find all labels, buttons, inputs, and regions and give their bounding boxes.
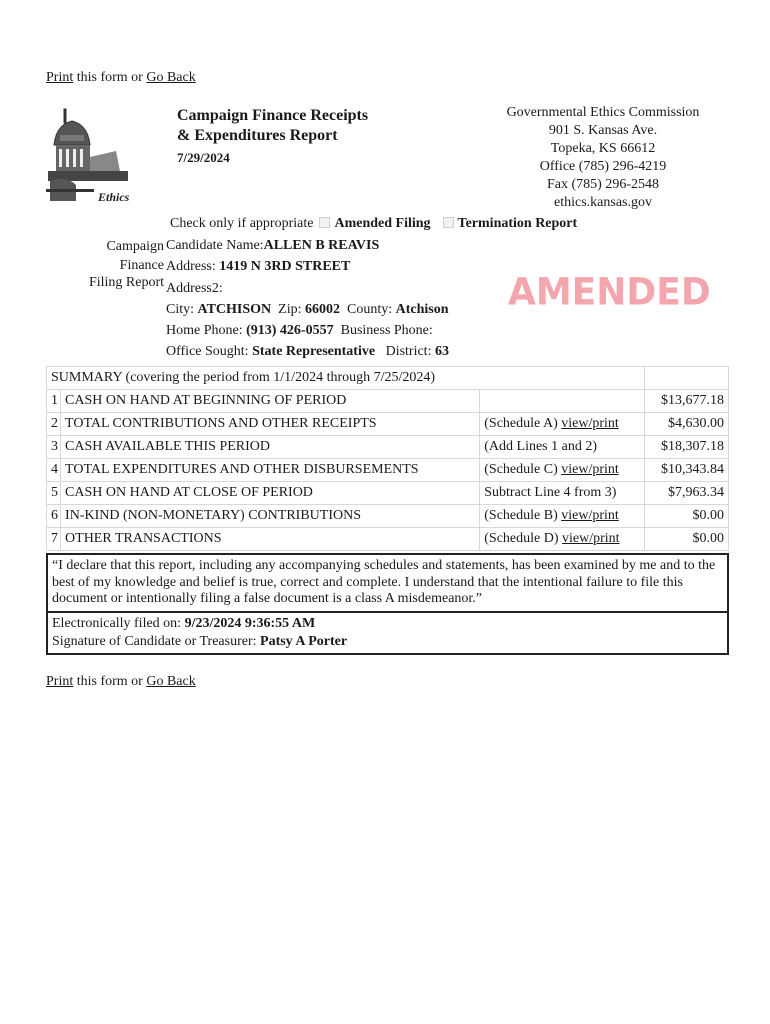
report-title: Campaign Finance Receipts: [177, 107, 369, 124]
summary-row: [47, 390, 729, 413]
filed-on-label: Electronically filed on:: [52, 616, 185, 631]
summary-row-label: TOTAL CONTRIBUTIONS AND OTHER RECEIPTS: [61, 413, 480, 436]
summary-row-amount: $18,307.18: [644, 436, 728, 459]
print-link-bottom[interactable]: Print: [46, 674, 74, 689]
summary-row-reference: [480, 505, 644, 528]
summary-row-number: 4: [47, 459, 61, 482]
nav-text: this form or: [73, 70, 147, 85]
schedule-reference: (Schedule A): [484, 416, 562, 431]
report-date: 7/29/2024: [177, 150, 230, 165]
filing-info: [46, 613, 729, 655]
amended-checkbox[interactable]: [319, 217, 330, 228]
commission-office-phone: Office (785) 296-4219: [539, 159, 667, 174]
report-title-block: [177, 106, 368, 168]
summary-row-reference: [480, 436, 644, 459]
summary-row-label: CASH ON HAND AT CLOSE OF PERIOD: [61, 482, 480, 505]
report-subtitle: & Expenditures Report: [177, 127, 338, 144]
summary-row-label: CASH ON HAND AT BEGINNING OF PERIOD: [61, 390, 480, 413]
termination-label: Termination Report: [457, 216, 578, 231]
city-value: ATCHISON: [197, 302, 272, 317]
commission-address: [478, 104, 728, 212]
county-value: Atchison: [395, 302, 449, 317]
summary-row: [47, 482, 729, 505]
schedule-reference: Subtract Line 4 from 3): [484, 485, 617, 500]
summary-row-reference: [480, 413, 644, 436]
summary-row: [47, 459, 729, 482]
signature-line: [52, 633, 723, 651]
schedule-reference: (Schedule D): [484, 531, 563, 546]
schedule-reference: (Schedule B): [484, 508, 562, 523]
commission-website: ethics.kansas.gov: [554, 195, 652, 210]
bottom-nav-links: [46, 674, 196, 690]
home-phone-value: (913) 426-0557: [246, 323, 334, 338]
summary-row-amount: $4,630.00: [644, 413, 728, 436]
summary-row-reference: [480, 482, 644, 505]
city-line: [166, 302, 449, 318]
filing-options: [170, 216, 577, 232]
summary-header-row: [47, 367, 729, 390]
summary-row-amount: $13,677.18: [644, 390, 728, 413]
address2-line: [166, 281, 223, 297]
address-label: Address:: [166, 259, 220, 274]
district-label: District:: [385, 344, 435, 359]
summary-row-amount: $0.00: [644, 528, 728, 551]
commission-city: Topeka, KS 66612: [550, 141, 656, 156]
phone-line: [166, 323, 433, 339]
summary-header: SUMMARY (covering the period from 1/1/2024 through 7/25/2024): [47, 367, 645, 390]
commission-fax: Fax (785) 296-2548: [547, 177, 659, 192]
ethics-logo: [46, 105, 132, 205]
summary-row-number: 5: [47, 482, 61, 505]
amended-label: Amended Filing: [334, 216, 431, 231]
summary-row-label: TOTAL EXPENDITURES AND OTHER DISBURSEMENTS: [61, 459, 480, 482]
office-label: Office Sought:: [166, 344, 253, 359]
county-label: County:: [347, 302, 396, 317]
filing-options-prompt: Check only if appropriate: [170, 216, 314, 231]
summary-row-label: OTHER TRANSACTIONS: [61, 528, 480, 551]
top-nav-links: [46, 70, 196, 86]
filed-on-value: 9/23/2024 9:36:55 AM: [184, 616, 316, 631]
go-back-link[interactable]: Go Back: [146, 70, 196, 85]
amended-stamp: AMENDED: [508, 270, 711, 315]
summary-row-number: 3: [47, 436, 61, 459]
declaration-text: “I declare that this report, including any accompanying schedules and statements, has been examined by me and to the best of my knowledge and belief is true, correct and complete. I understand that the intentional failure to file this document or intentionally filing a false document is a class A misdemeanor.”: [46, 553, 729, 613]
print-link[interactable]: Print: [46, 70, 74, 85]
home-phone-label: Home Phone:: [166, 323, 247, 338]
candidate-name: ALLEN B REAVIS: [263, 238, 380, 253]
summary-row-number: 2: [47, 413, 61, 436]
view-print-link[interactable]: view/print: [561, 462, 619, 477]
view-print-link[interactable]: view/print: [562, 531, 620, 546]
summary-header-amount: [644, 367, 728, 390]
summary-row-amount: $10,343.84: [644, 459, 728, 482]
office-value: State Representative: [252, 344, 376, 359]
commission-name: Governmental Ethics Commission: [506, 105, 700, 120]
candidate-name-line: [166, 238, 379, 254]
summary-row-reference: [480, 528, 644, 551]
summary-row-number: 7: [47, 528, 61, 551]
summary-row: [47, 413, 729, 436]
summary-row: [47, 505, 729, 528]
logo-text: Ethics: [98, 190, 130, 204]
termination-checkbox[interactable]: [443, 217, 454, 228]
district-value: 63: [434, 344, 449, 359]
summary-row: [47, 436, 729, 459]
commission-street: 901 S. Kansas Ave.: [548, 123, 658, 138]
zip-value: 66002: [305, 302, 341, 317]
address-line: [166, 259, 350, 275]
summary-row-reference: [480, 459, 644, 482]
schedule-reference: (Schedule C): [484, 462, 562, 477]
view-print-link[interactable]: view/print: [561, 416, 619, 431]
view-print-link[interactable]: view/print: [561, 508, 619, 523]
summary-row-amount: $7,963.34: [644, 482, 728, 505]
business-phone-label: Business Phone:: [340, 323, 433, 338]
summary-row-amount: $0.00: [644, 505, 728, 528]
side-label-finance: Finance: [119, 258, 164, 273]
city-label: City:: [166, 302, 198, 317]
address-value: 1419 N 3RD STREET: [219, 259, 351, 274]
schedule-reference: (Add Lines 1 and 2): [484, 439, 598, 454]
summary-table: [46, 366, 729, 551]
summary-row-number: 1: [47, 390, 61, 413]
signature-label: Signature of Candidate or Treasurer:: [52, 634, 261, 649]
go-back-link-bottom[interactable]: Go Back: [146, 674, 196, 689]
zip-label: Zip:: [278, 302, 306, 317]
address2-label: Address2:: [166, 281, 223, 296]
signature-value: Patsy A Porter: [260, 634, 348, 649]
nav-text-bottom: this form or: [73, 674, 147, 689]
summary-row: [47, 528, 729, 551]
summary-row-number: 6: [47, 505, 61, 528]
office-line: [166, 344, 449, 360]
side-label-campaign: Campaign: [106, 239, 164, 254]
summary-row-label: IN-KIND (NON-MONETARY) CONTRIBUTIONS: [61, 505, 480, 528]
side-label-filing: Filing Report: [88, 275, 164, 290]
candidate-name-label: Candidate Name:: [166, 238, 264, 253]
filed-on-line: [52, 615, 723, 633]
summary-row-label: CASH AVAILABLE THIS PERIOD: [61, 436, 480, 459]
summary-row-reference: [480, 390, 644, 413]
